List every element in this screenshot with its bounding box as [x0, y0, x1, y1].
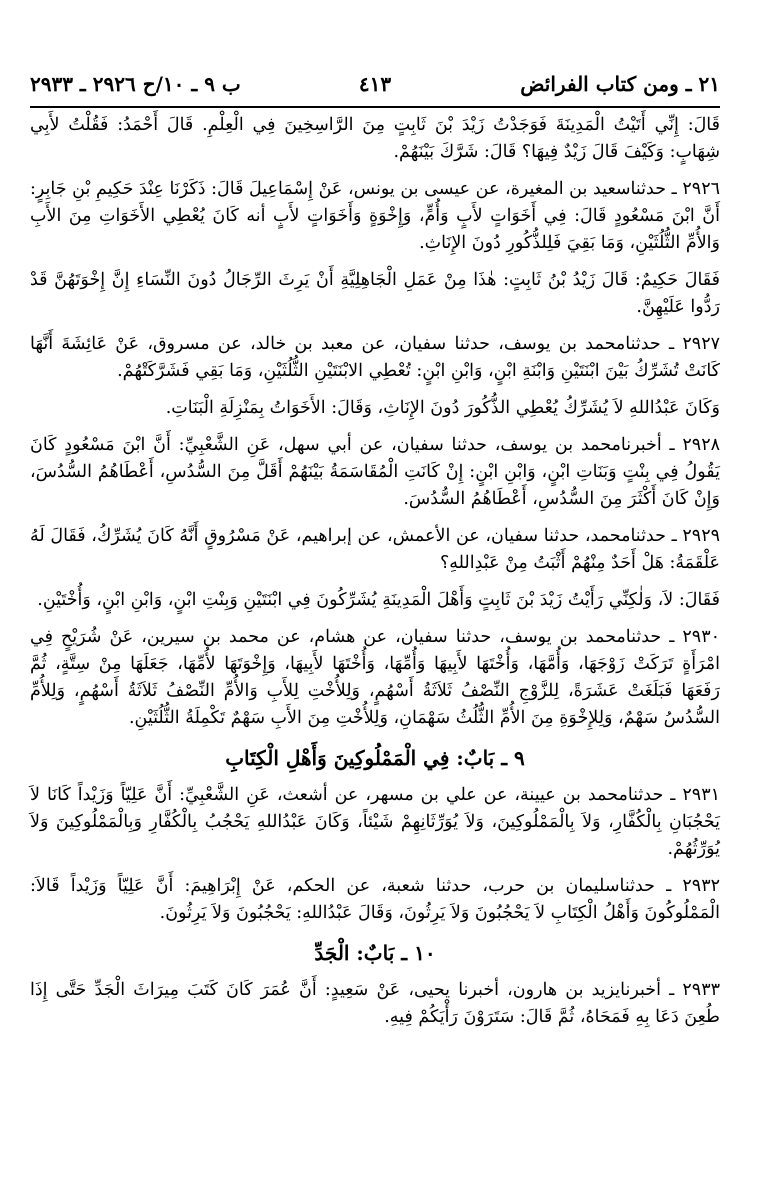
hadith-2928: ٢٩٢٨ ـ أخبرنامحمد بن يوسف، حدثنا سفيان، عن أبي سهل، عَنِ الشَّعْبِيِّ: أَنَّ ابْنَ مَسْعُودٍ كَانَ يَقُولُ فِي بِنْتٍ وَبَنَاتِ ابْنٍ، وَابْنِ ابْنٍ: إِنْ كَانَتِ الْمُقَاسَمَةُ بَيْنَهُمْ أَقَلَّ مِنَ السُّدُسِ، أَعْطَاهُمُ السُّدُسَ، وَإِنْ كَانَ أَكْثَرَ مِنَ السُّدُسِ، أَعْطَاهُمُ السُّدُسَ. [30, 435, 720, 509]
hadith-2929: ٢٩٢٩ ـ حدثنامحمد، حدثنا سفيان، عن الأعمش، عن إبراهيم، عَنْ مَسْرُوقٍ أَنَّهُ كَانَ يُشَرِّكُ، فَقَالَ لَهُ عَلْقَمَةُ: هَلْ أَحَدٌ مِنْهُمْ أَثْبَتُ مِنْ عَبْدِاللهِ؟ [30, 526, 720, 573]
page-body [30, 108, 720, 1031]
paragraph: قَالَ: إِنِّي أَتَيْتُ الْمَدِينَةَ فَوَجَدْتُ زَيْدَ بْنَ ثَابِتٍ مِنَ الرَّاسِخِينَ فِي الْعِلْمِ. قَالَ أَحْمَدُ: فَقُلْتُ لأَبِي شِهَابٍ: وَكَيْفَ قَالَ زَيْدٌ فِيهَا؟ قَالَ: شَرَّكَ بَيْنَهُمْ. [30, 115, 720, 162]
hadith-2930: ٢٩٣٠ ـ حدثنامحمد بن يوسف، حدثنا سفيان، عن هشام، عن محمد بن سيرين، عَنْ شُرَيْحٍ فِي امْرَأَةٍ تَرَكَتْ زَوْجَهَا، وَأُمَّهَا، وَأُخْتَهَا لأَبِيهَا وَأُمِّهَا، وَأُخْتَهَا لأَبِيهَا، وَإِخْوَتَهَا لأُمِّهَا، جَعَلَهَا مِنْ سِتَّةٍ، ثُمَّ رَفَعَهَا فَبَلَغَتْ عَشَرَةً، لِلزَّوْجِ النِّصْفُ ثَلاَثَةُ أَسْهُمٍ، وَلِلأُخْتِ لِلأَبِ وَالأُمِّ النِّصْفُ ثَلاَثَةُ أَسْهُمٍ، وَلِلأُمِّ السُّدُسُ سَهْمٌ، وَلِلإِخْوَةِ مِنَ الأُمِّ الثُّلُثُ سَهْمَانِ، وَلِلأُخْتِ مِنَ الأَبِ سَهْمٌ تَكْمِلَةُ الثُّلُثَيْنِ. [30, 627, 720, 728]
page-number: ٤١٣ [358, 72, 392, 96]
hadith-2932: ٢٩٣٢ ـ حدثناسليمان بن حرب، حدثنا شعبة، عن الحكم، عَنْ إِبْرَاهِيمَ: أَنَّ عَلِيّاً وَزَيْداً قَالاَ: الْمَمْلُوكُونَ وَأَهْلُ الْكِتَابِ لاَ يَحْجُبُونَ وَلاَ يَرِثُونَ، وَقَالَ عَبْدُاللهِ: يَحْجُبُونَ وَلاَ يَرِثُونَ. [30, 876, 720, 923]
hadith-2931: ٢٩٣١ ـ حدثنامحمد بن عيينة، عن علي بن مسهر، عن أشعث، عَنِ الشَّعْبِيِّ: أَنَّ عَلِيّاً وَزَيْداً كَانَا لاَ يَحْجُبَانِ بِالْكُفَّارِ، وَلاَ بِالْمَمْلُوكِينَ، وَلاَ يُوَرِّثَانِهِمْ شَيْئاً، وَكَانَ عَبْدُاللهِ يَحْجُبُ بِالْكُفَّارِ وَبِالْمَمْلُوكِينَ وَلاَ يُوَرِّثُهُمْ. [30, 785, 720, 859]
chapter-heading: ٩ ـ بَابٌ: فِي الْمَمْلُوكِينَ وَأَهْلِ الْكِتَابِ [225, 746, 525, 770]
chapter-heading: ١٠ ـ بَابٌ: الْجَدِّ [314, 941, 436, 965]
header-hadith-range: ب ٩ ـ ١٠/ح ٢٩٢٦ ـ ٢٩٣٣ [30, 72, 241, 96]
hadith-2926: ٢٩٢٦ ـ حدثناسعيد بن المغيرة، عن عيسى بن يونس، عَنْ إِسْمَاعِيلَ قَالَ: ذَكَرْنَا عِنْدَ حَكِيمِ بْنِ جَابِرٍ: أَنَّ ابْنَ مَسْعُودٍ قَالَ: فِي أَخَوَاتٍ لأَبٍ وَأُمٍّ، وَإِخْوَةٍ وَأَخَوَاتٍ لأَبٍ أنه كَانَ يُعْطِي الأَخَوَاتِ مِنَ الأَبِ وَالأُمِّ الثُّلُثَيْنِ، وَمَا بَقِيَ فَلِلذُّكُورِ دُونَ الإِنَاثِ. [30, 179, 720, 253]
header-book-title: ٢١ ـ ومن كتاب الفرائض [520, 72, 720, 96]
paragraph: فَقَالَ: لاَ، وَلٰكِنِّي رَأَيْتُ زَيْدَ بْنَ ثَابِتٍ وَأَهْلَ الْمَدِينَةِ يُشَرِّكُونَ فِي ابْنَتَيْنِ وَبِنْتِ ابْنٍ، وَابْنِ ابْنٍ، وَأُخْتَيْنِ. [37, 590, 720, 610]
page-header [30, 66, 720, 108]
paragraph: فَقَالَ حَكِيمٌ: قَالَ زَيْدُ بْنُ ثَابِتٍ: هٰذَا مِنْ عَمَلِ الْجَاهِلِيَّةِ أَنْ يَرِثَ الرِّجَالُ دُونَ النِّسَاءِ إِنَّ إِخْوَتَهُنَّ قَدْ رَدُّوا عَلَيْهِنَّ. [30, 270, 720, 317]
hadith-2933: ٢٩٣٣ ـ أخبرنايزيد بن هارون، أخبرنا يحيى، عَنْ سَعِيدٍ: أَنَّ عُمَرَ كَانَ كَتَبَ مِيرَاثَ الْجَدِّ حَتَّى إِذَا طُعِنَ دَعَا بِهِ فَمَحَاهُ، ثُمَّ قَالَ: سَتَرَوْنَ رَأْيَكُمْ فِيهِ. [30, 980, 720, 1027]
book-page [30, 66, 720, 1166]
hadith-2927: ٢٩٢٧ ـ حدثنامحمد بن يوسف، حدثنا سفيان، عن معبد بن خالد، عن مسروق، عَنْ عَائِشَةَ أَنَّهَا كَانَتْ تُشَرِّكُ بَيْنَ ابْنَتَيْنِ وَابْنَةِ ابْنٍ، وَابْنِ ابْنٍ: تُعْطِي الابْنَتَيْنِ الثُّلُثَيْنِ، وَمَا بَقِي فَشَرَّكَتْهُمْ. [30, 334, 720, 381]
paragraph: وَكَانَ عَبْدُاللهِ لاَ يُشَرِّكُ يُعْطِي الذُّكُورَ دُونَ الإِنَاثِ، وَقَالَ: الأَخَوَاتُ بِمَنْزِلَةِ الْبَنَاتِ. [165, 398, 720, 418]
